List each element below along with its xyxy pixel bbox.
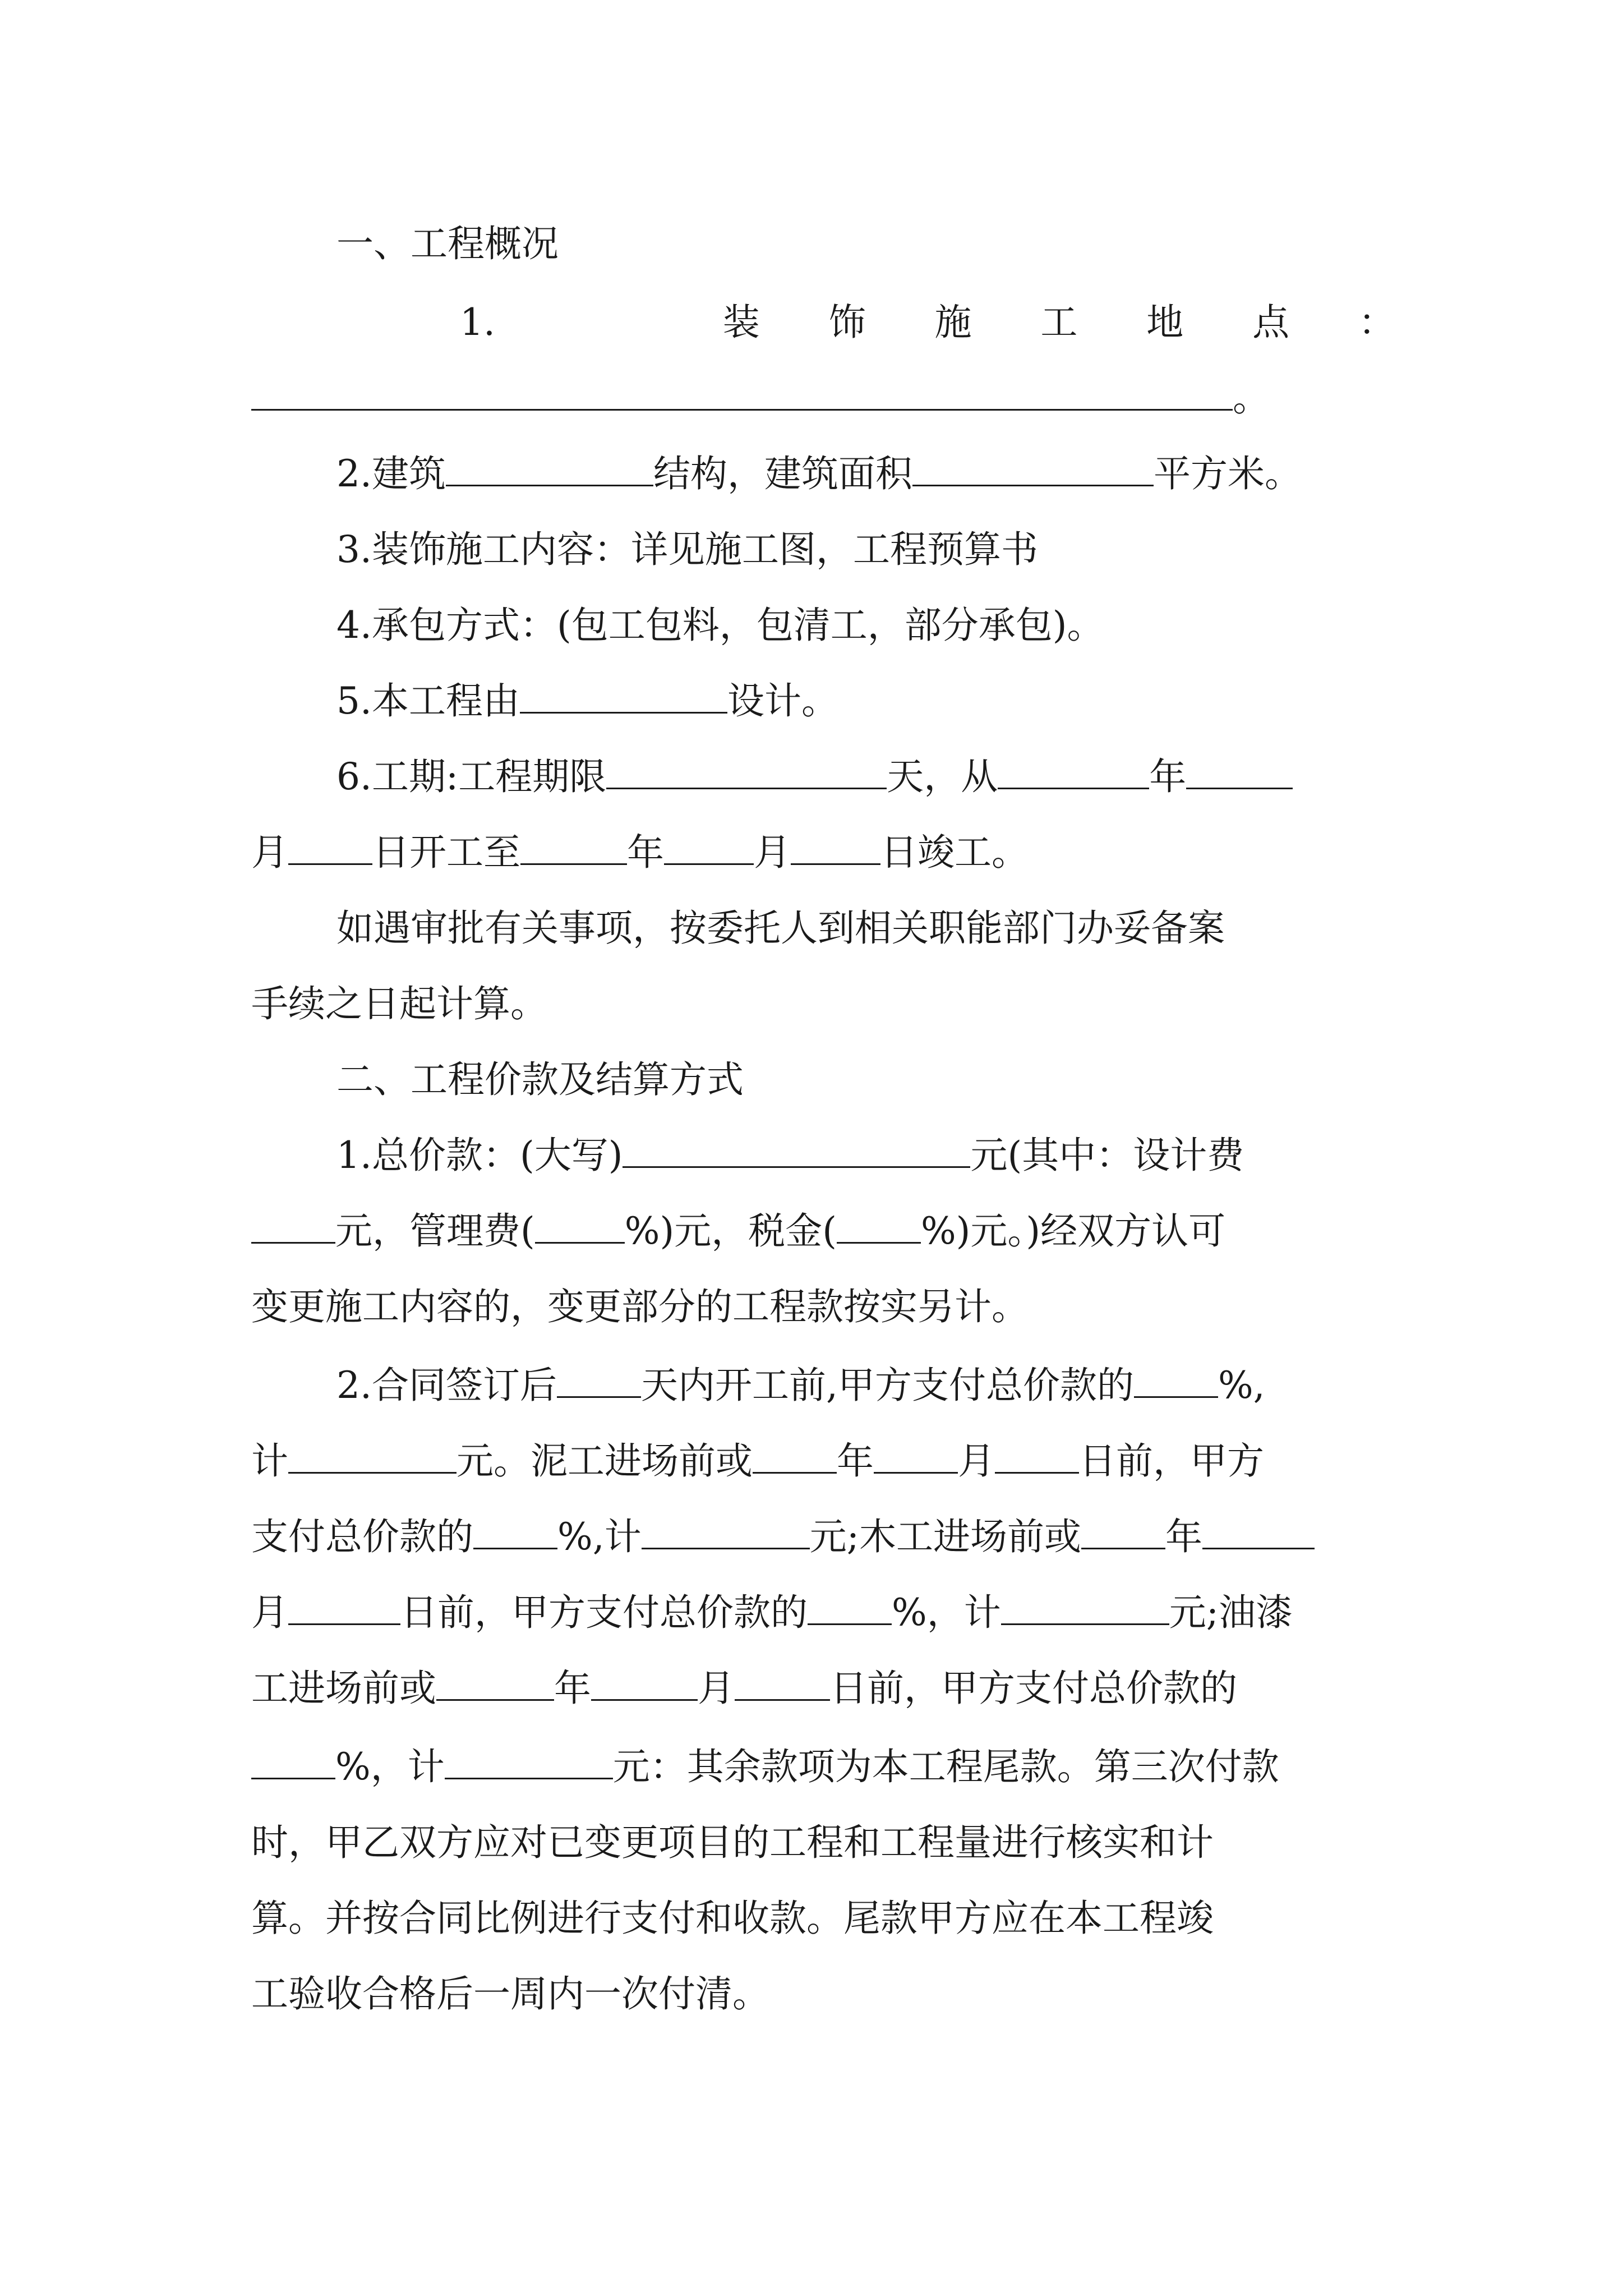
start-day-blank[interactable] <box>288 831 372 865</box>
end-day-blank[interactable] <box>791 831 880 865</box>
p2-line3: 支付总价款的 %,计 元;木工进场前或 年 <box>251 1515 1395 1559</box>
amount1-blank[interactable] <box>288 1439 457 1474</box>
item1-address-line: 。 <box>251 376 1395 421</box>
amount2-blank[interactable] <box>642 1515 810 1549</box>
section-heading-price: 二、工程价款及结算方式 <box>336 1058 744 1101</box>
end-year-blank[interactable] <box>520 831 627 865</box>
item2-line: 2.建筑 结构，建筑面积 平方米。 <box>336 452 1302 495</box>
mason-year-blank[interactable] <box>753 1439 837 1474</box>
start-month-blank-a[interactable] <box>1186 755 1293 789</box>
p1-line3: 变更施工内容的，变更部分的工程款按实另计。 <box>251 1285 1029 1328</box>
p2-line10: 工验收合格后一周内一次付清。 <box>251 1972 769 2016</box>
painter-month-blank[interactable] <box>591 1667 698 1701</box>
item5-line: 5.本工程由 设计。 <box>336 679 838 723</box>
item1-line: 1. 装 饰 施 工 地 点 ： <box>460 301 1395 344</box>
duration-blank[interactable] <box>606 755 887 789</box>
item4-line: 4.承包方式：(包工包料，包清工，部分承包)。 <box>336 604 1104 647</box>
mason-day-blank[interactable] <box>995 1439 1079 1474</box>
management-fee-blank[interactable] <box>535 1209 625 1244</box>
days-blank[interactable] <box>557 1364 641 1398</box>
amount4-blank[interactable] <box>445 1745 613 1779</box>
design-fee-blank[interactable] <box>251 1209 335 1244</box>
item3-line: 3.装饰施工内容：详见施工图，工程预算书 <box>336 528 1038 571</box>
pct4-blank[interactable] <box>251 1745 335 1779</box>
carpenter-month-blank-a[interactable] <box>1202 1515 1315 1549</box>
painter-year-blank[interactable] <box>436 1667 554 1701</box>
mason-month-blank[interactable] <box>874 1439 958 1474</box>
p2-line6: %，计 元：其余款项为本工程尾款。第三次付款 <box>251 1745 1395 1789</box>
p1-line1: 1.总价款：(大写) 元(其中：设计费 <box>336 1134 1244 1177</box>
p2-line8: 时，甲乙双方应对已变更项目的工程和工程量进行核实和计 <box>251 1821 1214 1864</box>
item6-line1: 6.工期:工程期限 天，从 年 <box>336 754 1395 799</box>
p2-line9: 算。并按合同比例进行支付和收款。尾款甲方应在本工程竣 <box>251 1897 1214 1940</box>
start-year-blank[interactable] <box>998 755 1149 789</box>
carpenter-day-blank[interactable] <box>288 1591 400 1625</box>
address-blank[interactable] <box>251 376 1233 411</box>
pct2-blank[interactable] <box>473 1515 557 1549</box>
end-month-blank[interactable] <box>664 831 754 865</box>
area-blank[interactable] <box>912 452 1154 486</box>
amount3-blank[interactable] <box>1001 1591 1169 1625</box>
structure-blank[interactable] <box>446 452 653 486</box>
total-price-blank[interactable] <box>623 1134 970 1168</box>
approval-note-line2: 手续之日起计算。 <box>251 982 547 1025</box>
pct3-blank[interactable] <box>808 1591 892 1625</box>
carpenter-year-blank[interactable] <box>1081 1515 1165 1549</box>
item6-line2: 月 日开工至 年 月 日竣工。 <box>251 831 1029 874</box>
p2-line5: 工进场前或 年 月 日前，甲方支付总价款的 <box>251 1667 1237 1710</box>
designer-blank[interactable] <box>520 679 727 714</box>
p2-line4: 月 日前，甲方支付总价款的 %，计 元;油漆 <box>251 1591 1293 1634</box>
section-heading-overview: 一、工程概况 <box>336 222 559 265</box>
p2-line2: 计 元。泥工进场前或 年 月 日前，甲方 <box>251 1439 1264 1483</box>
pct1-blank[interactable] <box>1134 1364 1218 1398</box>
painter-day-blank[interactable] <box>735 1667 830 1701</box>
approval-note-line1: 如遇审批有关事项，按委托人到相关职能部门办妥备案 <box>336 907 1225 950</box>
tax-blank[interactable] <box>837 1209 921 1244</box>
p2-line1: 2.合同签订后 天内开工前,甲方支付总价款的 %, <box>336 1364 1265 1407</box>
p1-line2: 元，管理费( %)元，税金( %)元。)经双方认可 <box>251 1209 1395 1254</box>
